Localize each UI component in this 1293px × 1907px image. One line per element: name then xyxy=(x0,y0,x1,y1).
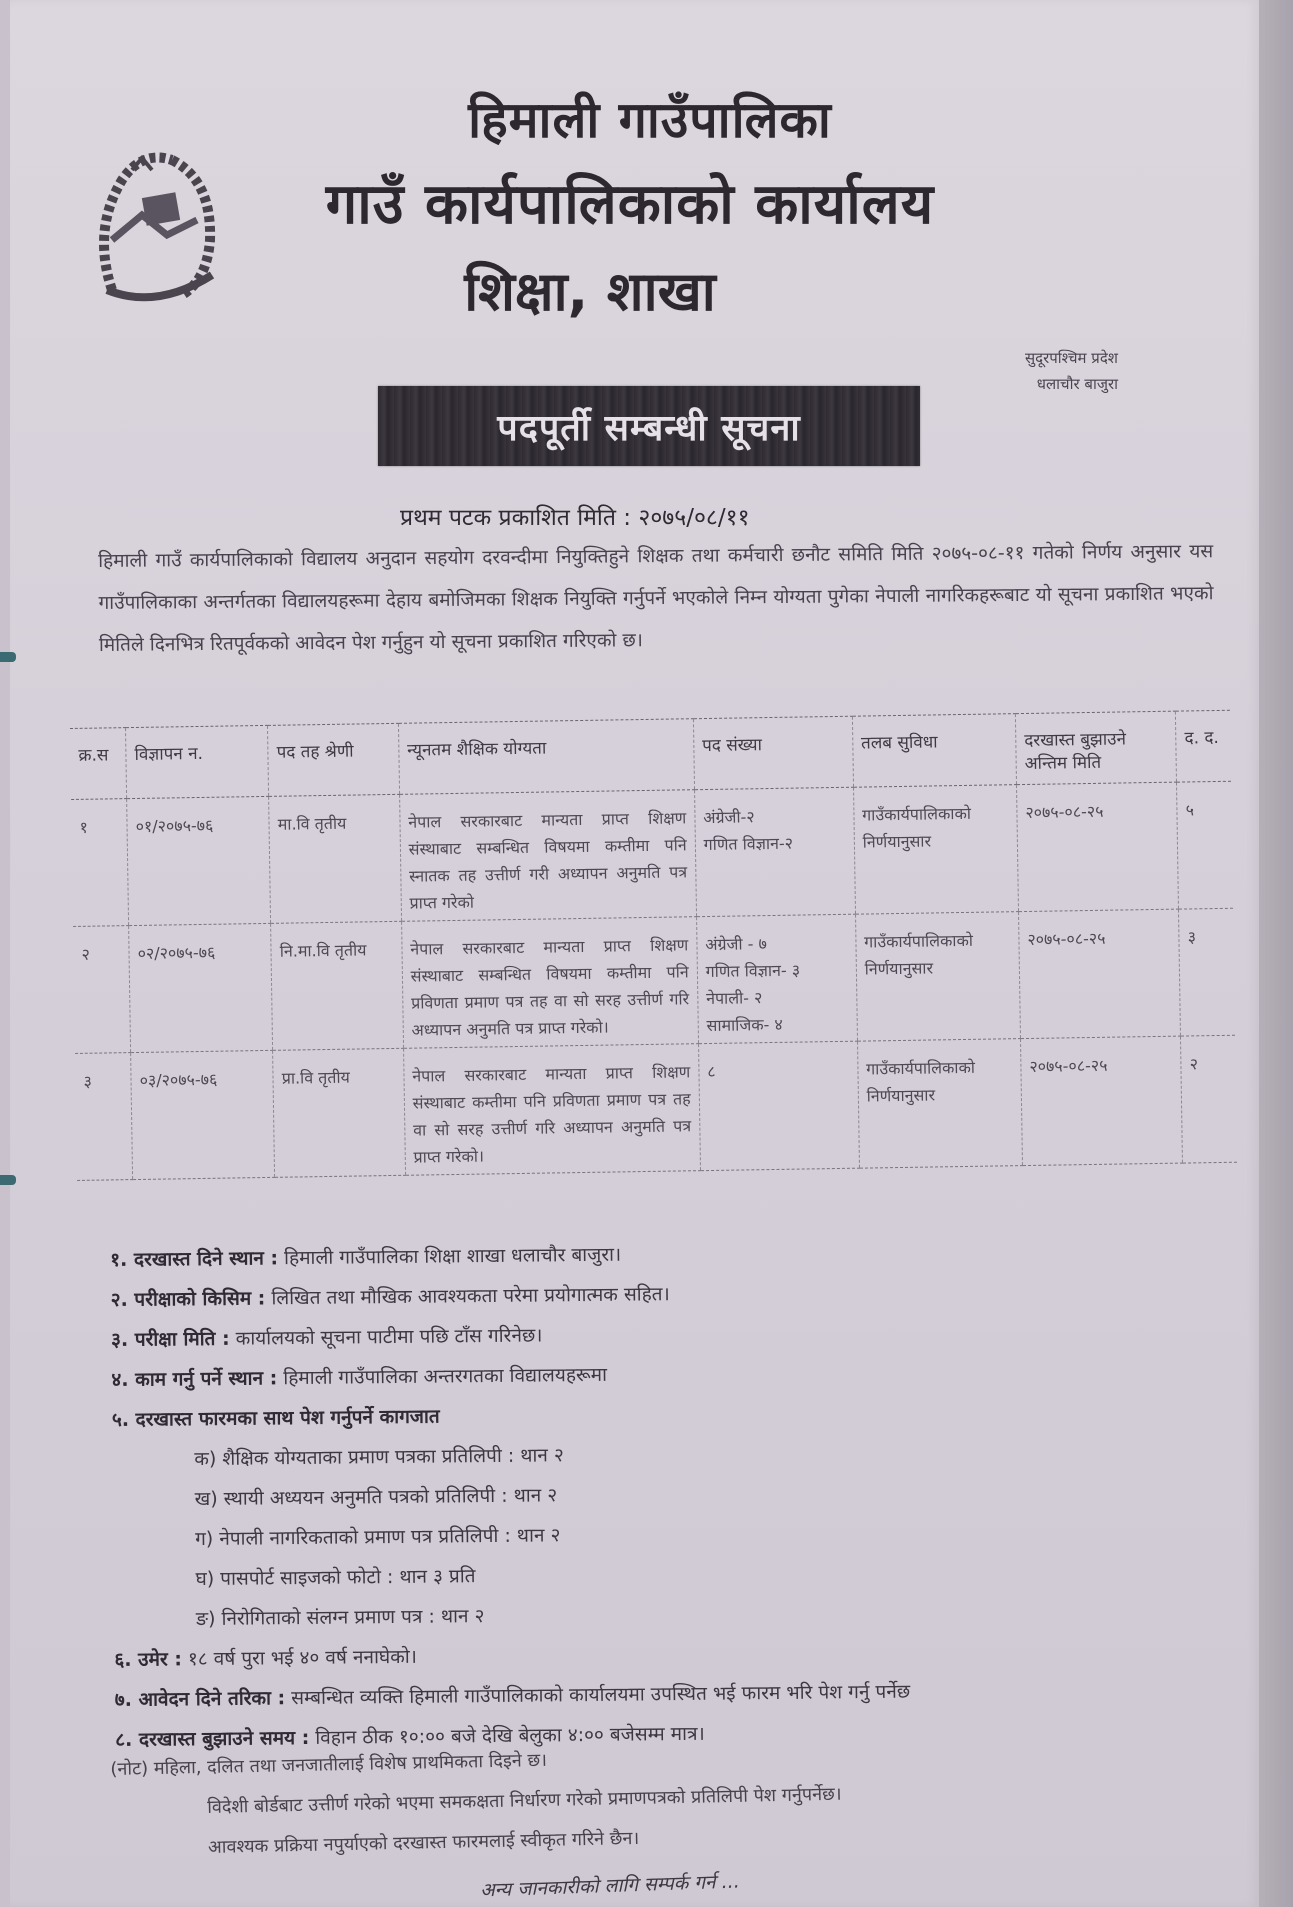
col-deadline: दरखास्त बुझाउने अन्तिम मिति xyxy=(1015,711,1176,785)
office-name: गाउँ कार्यपालिकाको कार्यालय xyxy=(325,172,935,237)
cell-extra: ५ xyxy=(1177,781,1233,909)
col-level: पद तह श्रेणी xyxy=(268,723,400,796)
cell-serial: २ xyxy=(73,926,131,1054)
document-item: ग) नेपाली नागरिकताको प्रमाण पत्र प्रतिलिपी : थान २ xyxy=(195,1524,561,1551)
publication-date xyxy=(400,500,750,532)
document-item: घ) पासपोर्ट साइजको फोटो : थान ३ प्रति xyxy=(195,1565,476,1591)
footer-note xyxy=(110,1727,1212,1870)
province-address xyxy=(1025,345,1118,397)
cell-ad-number: ०२/२०७५-७६ xyxy=(129,923,273,1052)
cell-deadline: २०७५-०८-२५ xyxy=(1020,1036,1182,1166)
notice-title-banner xyxy=(378,386,920,466)
closing-line: अन्य जानकारीको लागि सम्पर्क गर्न ... xyxy=(479,1870,741,1902)
footer-note-line: विदेशी बोर्डबाट उत्तीर्ण गरेको भएमा समकक्षता निर्धारण गरेको प्रमाणपत्रको प्रतिलिपी पेश गर्नुपर्नेछ। xyxy=(207,1783,842,1818)
binder-mark-icon xyxy=(0,1175,16,1185)
intro-paragraph: हिमाली गाउँ कार्यपालिकाको विद्यालय अनुदान सहयोग दरवन्दीमा नियुक्तिहुने शिक्षक तथा कर्मचारी छनौट समिति मिति २०७५-०८-११ गतेको निर्णय अनुसार यस गाउँपालिकाका अन्तर्गतका विद्यालयहरूमा देहाय बमोजिमका शिक्षक नियुक्ति गर्नुपर्ने भएकोले निम्न योग्यता पुगेका नेपाली नागरिकहरूबाट यो सूचना प्रकाशित भएको मितिले दिनभित्र रितपूर्वकको आवेदन पेश गर्नुहुन यो सूचना प्रकाशित गरिएको छ। xyxy=(98,540,1214,656)
publication-date-label: प्रथम पटक प्रकाशित मिति : xyxy=(400,505,632,531)
col-extra: द. द. xyxy=(1176,710,1231,782)
table-row xyxy=(73,908,1235,1053)
col-salary: तलब सुविधा xyxy=(852,714,1016,788)
cell-salary: गाउँकार्यपालिकाको निर्णयानुसार xyxy=(857,1039,1022,1169)
document-item: ख) स्थायी अध्ययन अनुमति पत्रको प्रतिलिपी : थान २ xyxy=(194,1484,558,1511)
term-item: ८. दरखास्त बुझाउने समय : विहान ठीक १०:०० बजे देखि बेलुका ४:०० बजेसम्म मात्र। xyxy=(115,1722,705,1751)
col-posts: पद संख्या xyxy=(693,716,853,789)
notice-paper xyxy=(10,0,1260,1907)
cell-serial: १ xyxy=(71,799,129,927)
term-item: २. परीक्षाको किसिम : लिखित तथा मौखिक आवश्यकता परेमा प्रयोगात्मक सहित। xyxy=(110,1283,670,1311)
table-row xyxy=(75,1035,1237,1180)
cell-ad-number: ०३/२०७५-७६ xyxy=(131,1050,275,1179)
cell-posts: ८ xyxy=(698,1041,859,1170)
vacancy-table xyxy=(70,710,1237,1181)
term-item: ६. उमेर : १८ वर्ष पुरा भई ४० वर्ष ननाघेको। xyxy=(114,1645,418,1671)
cell-extra: ३ xyxy=(1179,908,1235,1036)
municipality-name: हिमाली गाउँपालिका xyxy=(468,91,832,149)
cell-posts: अंग्रेजी - ७ गणित विज्ञान- ३ नेपाली- २ सामाजिक- ४ xyxy=(696,914,857,1043)
document-item: ङ) निरोगिताको संलग्न प्रमाण पत्र : थान २ xyxy=(195,1605,485,1631)
cell-posts: अंग्रेजी-२ गणित विज्ञान-२ xyxy=(694,787,855,916)
required-documents-list xyxy=(112,1428,1234,1640)
footer-note-line: आवश्यक प्रक्रिया नपुर्याएको दरखास्त फारमलाई स्वीकृत गरिने छैन। xyxy=(207,1827,640,1858)
note-label: (नोट) xyxy=(110,1758,149,1780)
branch-name: शिक्षा, शाखा xyxy=(464,260,716,323)
term-item: ७. आवेदन दिने तरिका : सम्बन्धित व्यक्ति हिमाली गाउँपालिकाको कार्यालयमा उपस्थित भई फारम भरि पेश गर्नु पर्नेछ xyxy=(114,1680,911,1711)
cell-salary: गाउँकार्यपालिकाको निर्णयानुसार xyxy=(855,912,1020,1042)
publication-date-value: २०७५/०८/११ xyxy=(638,505,750,531)
district-line: धलाचौर बाजुरा xyxy=(1036,375,1118,393)
application-terms xyxy=(110,1228,1235,1760)
cell-serial: ३ xyxy=(75,1053,133,1181)
cell-qualification: नेपाल सरकारबाट मान्यता प्राप्त शिक्षण संस्थाबाट सम्बन्धित विषयमा कम्तीमा पनि प्रविणता प्रमाण पत्र तह वा सो सरह उत्तीर्ण गरि अध्यापन अनुमति पत्र प्राप्त गरेको। xyxy=(401,917,698,1049)
col-serial: क्र.स xyxy=(70,728,127,800)
term-item: ४. काम गर्नु पर्ने स्थान : हिमाली गाउँपालिका अन्तरगतका विद्यालयहरूमा xyxy=(111,1363,608,1391)
cell-ad-number: ०१/२०७५-७६ xyxy=(127,796,271,925)
col-ad-number: विज्ञापन न. xyxy=(126,725,269,798)
notice-title: पदपूर्ती सम्बन्धी सूचना xyxy=(497,407,801,449)
cell-extra: २ xyxy=(1181,1035,1237,1163)
cell-qualification: नेपाल सरकारबाट मान्यता प्राप्त शिक्षण संस्थाबाट सम्बन्धित विषयमा कम्तीमा पनि स्नातक तह उत्तीर्ण गरी अध्यापन अनुमति पत्र प्राप्त गरेको xyxy=(399,790,696,922)
term-item: ५. दरखास्त फारमका साथ पेश गर्नुपर्ने कागजात xyxy=(111,1405,440,1431)
cell-level: मा.वि तृतीय xyxy=(269,794,402,923)
cell-deadline: २०७५-०८-२५ xyxy=(1016,782,1178,912)
province-line: सुदूरपश्चिम प्रदेश xyxy=(1025,349,1118,367)
cell-level: प्रा.वि तृतीय xyxy=(273,1048,406,1177)
binder-mark-icon xyxy=(0,652,16,662)
table-row xyxy=(71,781,1233,926)
term-item: ३. परीक्षा मिति : कार्यालयको सूचना पाटीमा पछि टाँस गरिनेछ। xyxy=(110,1324,543,1351)
cell-salary: गाउँकार्यपालिकाको निर्णयानुसार xyxy=(853,785,1018,915)
footer-note-line: (नोट) महिला, दलित तथा जनजातीलाई विशेष प्राथमिकता दिइने छ। xyxy=(110,1749,548,1780)
col-qualification: न्यूनतम शैक्षिक योग्यता xyxy=(398,719,694,795)
paper-edge-shadow xyxy=(1259,0,1293,1907)
term-item: १. दरखास्त दिने स्थान : हिमाली गाउँपालिका शिक्षा शाखा धलाचौर बाजुरा। xyxy=(110,1243,622,1271)
letterhead xyxy=(270,80,1030,334)
cell-qualification: नेपाल सरकारबाट मान्यता प्राप्त शिक्षण संस्थाबाट कम्तीमा पनि प्रविणता प्रमाण पत्र तह वा सो सरह उत्तीर्ण गरि अध्यापन अनुमति पत्र प्राप्त गरेको। xyxy=(403,1044,700,1176)
cell-level: नि.मा.वि तृतीय xyxy=(271,921,404,1050)
cell-deadline: २०७५-०८-२५ xyxy=(1018,909,1180,1039)
document-item: क) शैक्षिक योग्यताका प्रमाण पत्रका प्रतिलिपी : थान २ xyxy=(194,1444,564,1471)
